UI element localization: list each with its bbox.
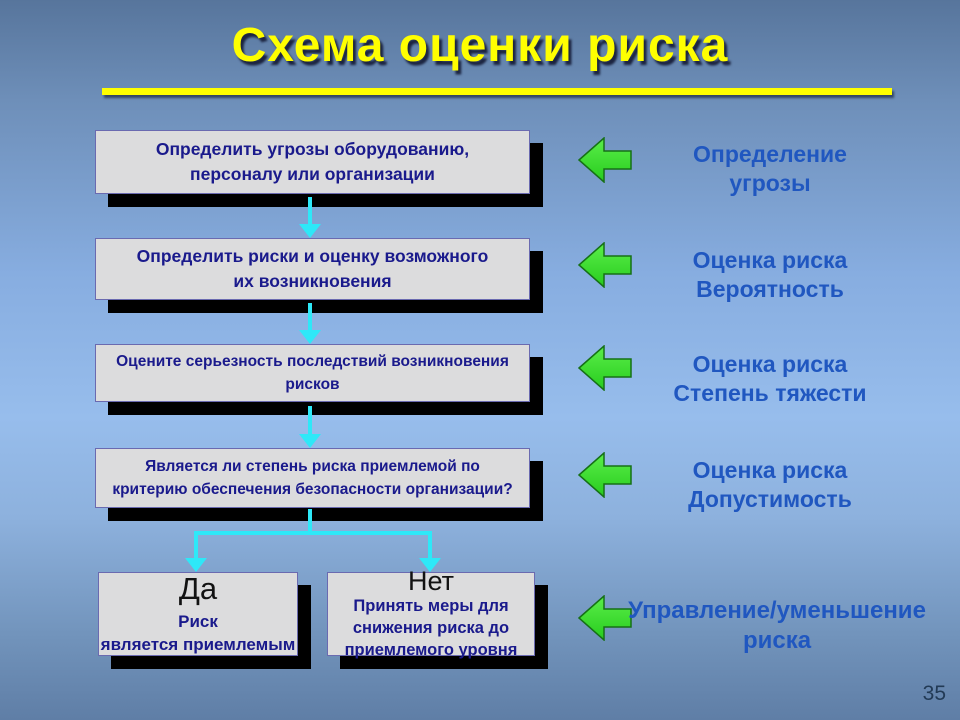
stage-label-line: Степень тяжести [673, 380, 867, 406]
arrow-down-icon [299, 224, 321, 238]
stage-label-line: Вероятность [696, 276, 844, 302]
stage-label-line: угрозы [729, 170, 811, 196]
connector-line [308, 406, 312, 435]
flow-box-line: рисков [285, 376, 340, 393]
stage-label-line: риска [742, 627, 812, 654]
stage-label-risk-severity [620, 350, 920, 408]
yes-line: Риск [178, 612, 218, 631]
stage-label-line: Допустимость [688, 486, 852, 512]
stage-label-line: Оценка риска [692, 457, 848, 483]
flow-box-line: критерию обеспечения безопасности организации? [112, 481, 513, 498]
stage-label-line: Оценка риска [692, 247, 848, 273]
flow-box-line: Определить риски и оценку возможного [136, 246, 489, 266]
no-line: снижения риска до [352, 619, 510, 637]
stage-label-line: Оценка риска [692, 351, 848, 377]
connector-line [428, 531, 432, 558]
no-line: Принять меры для [353, 597, 509, 615]
flow-box-identify-threats [95, 130, 530, 194]
stage-label-risk-management [612, 596, 942, 656]
stage-label-line: Управление/уменьшение [628, 597, 926, 624]
arrow-down-icon [299, 330, 321, 344]
stage-label-line: Определение [693, 141, 847, 167]
yes-heading: Да [178, 571, 218, 606]
connector-line [194, 531, 198, 558]
flow-box-line: Оцените серьезность последствий возникновения [116, 353, 509, 370]
flow-box-line: персоналу или организации [190, 164, 435, 184]
flow-box-no [327, 566, 535, 659]
flow-box-yes [98, 572, 298, 656]
connector-line [308, 509, 312, 533]
connector-line [308, 197, 312, 225]
arrow-down-icon [299, 434, 321, 448]
connector-line [194, 531, 432, 535]
page-title: Схема оценки риска [231, 19, 729, 72]
flow-box-identify-risks [95, 238, 530, 300]
flow-box-risk-acceptable-question [95, 448, 530, 508]
arrow-down-icon [419, 558, 441, 572]
stage-label-risk-acceptability [620, 456, 920, 514]
stage-label-risk-probability [620, 246, 920, 304]
arrow-down-icon [185, 558, 207, 572]
no-line: приемлемого уровня [344, 641, 518, 659]
yes-line: является приемлемым [100, 635, 296, 654]
page-number: 35 [922, 682, 946, 705]
title-underline [102, 88, 892, 95]
connector-line [308, 303, 312, 331]
no-heading: Нет [408, 566, 454, 596]
flow-box-assess-severity [95, 344, 530, 402]
flow-box-line: их возникновения [233, 271, 392, 291]
flow-box-line: Является ли степень риска приемлемой по [145, 458, 480, 475]
flow-box-line: Определить угрозы оборудованию, [155, 139, 470, 159]
stage-label-threat-identification [620, 140, 920, 198]
